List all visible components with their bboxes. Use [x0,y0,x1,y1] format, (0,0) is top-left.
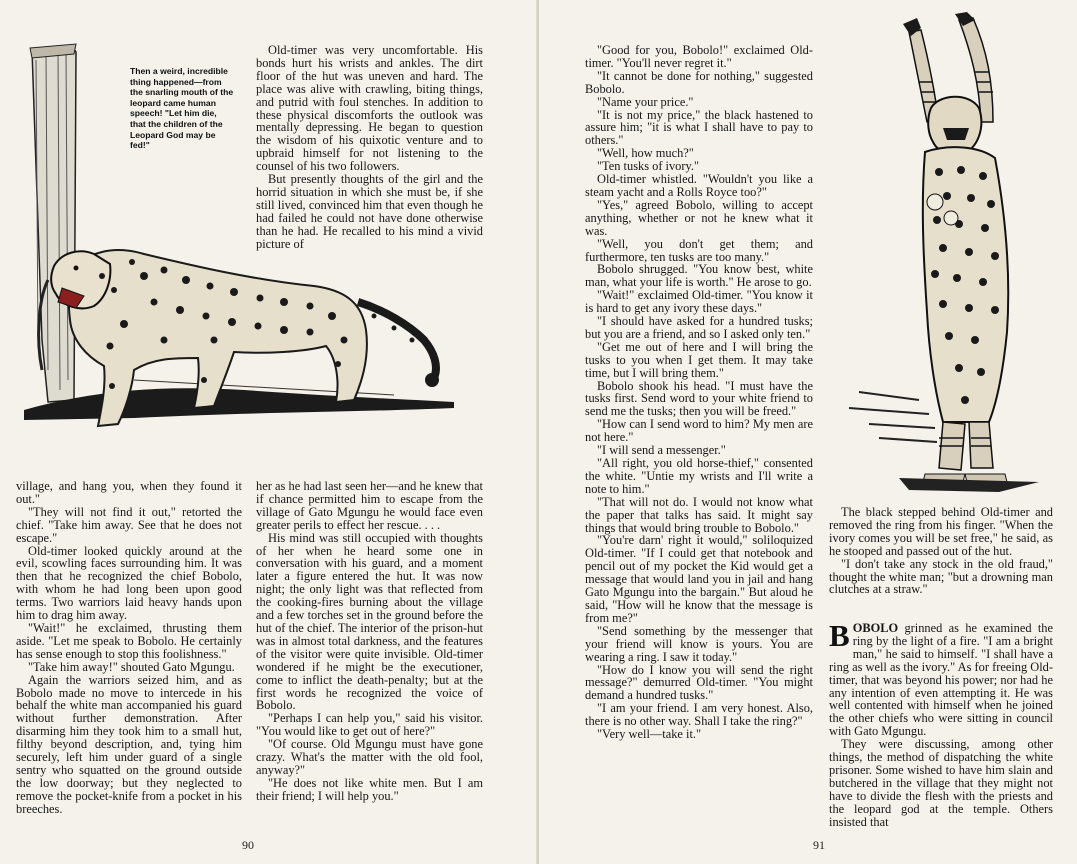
paragraph: "Yes," agreed Bobolo, willing to accept anything, whether or not he knew what it was. [585,197,813,238]
paragraph: "I am your friend. I am very honest. Also, there is no other way. Shall I take the ring?" [585,701,813,729]
paragraph: "Good for you, Bobolo!" exclaimed Old-timer. "You'll never regret it." [585,43,813,70]
paragraph: "They will not find it out," retorted the chief. "Take him away. See that he does not escape." [16,504,242,545]
paragraph: "How can I send word to him? My men are not here." [585,417,813,445]
paragraph: "I should have asked for a hundred tusks; but you are a friend, and so I asked only ten." [585,314,813,341]
paragraph: The black stepped behind Old-timer and removed the ring from his finger. "When the ivory comes you will be set free," he said, as he stooped and passed out of the hut. [829,505,1053,558]
paragraph: "Name your price." [597,94,694,109]
paragraph: Bobolo shook his head. "I must have the tusks first. Send word to your white friend to send me the tusks; then you will be freed." [585,378,813,419]
page-number-left: 90 [242,838,254,852]
paragraph: "Take him away!" shouted Gato Mgungu. [28,659,235,674]
paragraph: "Get me out of here and I will bring the tusks to you when I get them. It may take time, but I will bring them." [585,339,813,380]
paragraph: Bobolo shrugged. "You know best, white man, what your life is worth." He arose to go. [585,262,813,290]
paragraph: They were discussing, among other things, the method of dispatching the white prisoner. Some wished to have him slain and butchered in the village that they might not have to divide the flesh with the priests and the leopard god at the temple. Others insisted that [829,737,1053,829]
left-col-bottom-right [256,480,483,803]
dropcap-paragraph [829,618,1053,739]
paragraph: Again the warriors seized him, and as Bobolo made no move to intercede in his behalf the white man accompanied his guard without further demonstration. After disarming him they took him to a small hut, filthy beyond description, and, tying him securely, left him under guard of a single sentry who squatted on the ground outside the low doorway; but they neglected to remove the pocket-knife from a pocket in his breeches. [16,672,242,816]
paragraph: Old-timer whistled. "Wouldn't you like a steam yacht and a Rolls Royce too?" [585,172,813,199]
left-col-top-right [256,44,483,251]
paragraph: His mind was still occupied with thoughts of her when he heard some one in conversation with his guard, and a moment later a figure entered the hut. It was now night; the only light was that reflected from the cooking-fires burning about the village and a few torches set in the ground before the hut of the chief. The interior of the prison-hut was in almost total darkness, and the features of the visitor were quite invisible. Old-timer wondered if he might be the executioner, come to inflict the death-penalty; but at the first words he recognized the voice of Bobolo. [256,530,483,713]
paragraph: "It cannot be done for nothing," suggested Bobolo. [585,68,813,96]
right-col-right-a [829,506,1053,596]
paragraph: "How do I know you will send the right message?" demurred Old-timer. "You might demand a hundred tusks." [585,662,813,703]
page-number-right: 91 [813,838,825,852]
paragraph: "Wait!" exclaimed Old-timer. "You know it is hard to get any ivory these days." [585,288,813,316]
illustration-caption: Then a weird, incredible thing happened—from the snarling mouth of the leopard came human speech! "Let him die, that the children of the Leopard God may be fed!" [130,66,234,151]
dropcap-letter: B [829,618,850,653]
page-right [539,0,1077,864]
paragraph: "I will send a messenger." [597,443,726,458]
right-col-right-b [829,618,1053,829]
left-col-bottom-left [16,480,242,816]
paragraph: "Very well—take it." [597,727,702,742]
paragraph: "It is not my price," the black hastened to assure him; "it is what I shall have to pay to others." [585,107,813,148]
paragraph: "All right, you old horse-thief," consented the white. "Untie my wrists and I'll write a note to him." [585,456,813,496]
paragraph: "He does not like white men. But I am their friend; I will help you." [256,775,483,803]
paragraph: "I don't take any stock in the old fraud," thought the white man; "but a drowning man clutches at a straw." [829,556,1053,597]
paragraph: her as he had last seen her—and he knew that if chance permitted him to escape from the village of Gato Mgungu he would face even greater perils to effect her rescue. . . . [256,479,483,532]
paragraph: But presently thoughts of the girl and the horrid situation in which she must be, if she still lived, convinced him that even though he had failed he could not have done otherwise than he had. He recalled to his mind a vivid picture of [256,172,483,251]
right-col-left [585,44,813,741]
witch-doctor-illustration [839,12,1059,502]
paragraph: "Wait!" he exclaimed, thrusting them aside. "Let me speak to Bobolo. He certainly has sense enough to stop this foolishness." [16,620,242,661]
paragraph: "That will not do. I would not know what the paper that talks has said. It might say things that would bring trouble to Bobolo." [585,494,813,535]
dropcap-rest: grinned as he examined the ring by the light of a fire. "I am a bright man," he said to himself. "I shall have a ring as well as the ivory." As for freeing Old-timer, that was beyond his power; nor had he any intention of even attempting it. He was well contented with himself when he joined the other chiefs who were sitting in council with Gato Mgungu. [829,621,1053,739]
paragraph: Old-timer looked quickly around at the evil, scowling faces surrounding him. It was then that he recognized the chief Bobolo, with whom he had long been upon good terms. Two warriors laid heavy hands upon him to drag him away. [16,543,242,623]
paragraph: "Send something by the messenger that your friend will know is yours. You are wearing a ring. I saw it today." [585,623,813,664]
paragraph: "Ten tusks of ivory." [597,159,700,174]
paragraph: "Perhaps I can help you," said his visitor. "You would like to get out of here?" [256,711,483,739]
paragraph: "Well, how much?" [597,146,694,161]
paragraph: "Well, you don't get them; and furthermore, ten tusks are too many." [585,236,813,264]
paragraph: "You're darn' right it would," soliloquized Old-timer. "If I could get that notebook and pencil out of my pocket the Kid would get a message that would land you in jail and hang Gato Mgungu into the bargain." But aloud he said, "How will he know that the message is from me?" [585,533,813,625]
paragraph: Old-timer was very uncomfortable. His bonds hurt his wrists and ankles. The dirt floor of the hut was uneven and hard. The place was alive with crawling, biting things, and putrid with foul stenches. In addition to these physical discomforts the outlook was mentally depressing. He began to question the wisdom of his quixotic venture and to upbraid himself for not listening to the counsel of his two followers. [256,43,483,174]
page-left [0,0,538,864]
paragraph: village, and hang you, when they found it out." [16,479,242,506]
dropcap-smallcaps: OBOLO [852,621,899,635]
paragraph: "Of course. Old Mgungu must have gone crazy. What's the matter with the old fool, anyway?" [256,737,483,777]
